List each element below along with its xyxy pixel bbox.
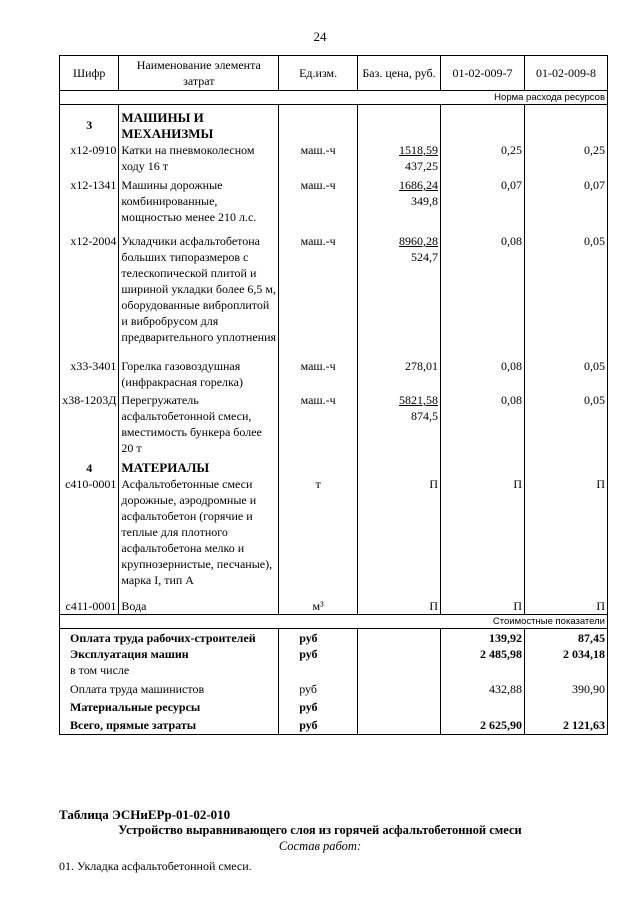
item-value-col2: П: [524, 588, 607, 615]
item-value-col2: П: [524, 476, 607, 588]
cost-row: [60, 697, 608, 715]
item-price: 1686,24: [399, 178, 438, 192]
section-number: 4: [86, 461, 93, 475]
item-code: x12-0910: [60, 142, 119, 174]
header-unit: Ед.изм.: [279, 56, 358, 91]
cost-value-col1: 2 485,98: [441, 646, 525, 662]
table-row: [60, 345, 608, 390]
cost-label: Материальные ресурсы: [60, 697, 279, 715]
cost-row: [60, 646, 608, 662]
item-price-secondary: 349,8: [411, 194, 438, 208]
header-name: Наименование элемента затрат: [119, 56, 279, 91]
table-row: [60, 476, 608, 588]
cost-value-col2: 2 034,18: [524, 646, 607, 662]
item-price-secondary: 437,25: [405, 159, 438, 173]
item-value-col1: 0,08: [441, 225, 525, 345]
cost-value-col2: 2 121,63: [524, 715, 607, 735]
table-row: [60, 588, 608, 615]
table-row: [60, 225, 608, 345]
section-title: МАШИНЫ И МЕХАНИЗМЫ: [121, 110, 214, 141]
item-code: x12-2004: [60, 225, 119, 345]
cost-row: [60, 662, 608, 678]
header-col1: 01-02-009-7: [441, 56, 525, 91]
item-unit: м³: [279, 588, 358, 615]
table-row: [60, 174, 608, 225]
cost-row: [60, 715, 608, 735]
section-row: [60, 456, 608, 476]
item-name: Вода: [119, 588, 279, 615]
item-value-col2: 0,07: [524, 174, 607, 225]
item-code: c410-0001: [60, 476, 119, 588]
item-unit: маш.-ч: [279, 345, 358, 390]
cost-label: Оплата труда рабочих-строителей: [60, 629, 279, 647]
item-name: Асфальтобетонные смеси дорожные, аэродромные и асфальтобетон (горячие и теплые для плотного асфальтобетона мелко и крупнозернистые, песчаные), марка I, тип А: [119, 476, 279, 588]
item-value-col2: 0,25: [524, 142, 607, 174]
cost-row: [60, 629, 608, 647]
cost-value-col2: 87,45: [524, 629, 607, 647]
item-price: 8960,28: [399, 234, 438, 248]
item-code: x38-1203Д: [60, 390, 119, 456]
item-value-col1: П: [441, 476, 525, 588]
header-col2: 01-02-009-8: [524, 56, 607, 91]
cost-label: Оплата труда машинистов: [60, 678, 279, 697]
item-value-col2: 0,05: [524, 225, 607, 345]
cost-label: Всего, прямые затраты: [60, 715, 279, 735]
item-name: Горелка газовоздушная (инфракрасная горелка): [119, 345, 279, 390]
item-price: 278,01: [358, 345, 441, 390]
cost-unit: руб: [279, 629, 358, 647]
item-unit: маш.-ч: [279, 390, 358, 456]
cost-note: Стоимостные показатели: [60, 615, 608, 629]
cost-value-col1: 432,88: [441, 678, 525, 697]
section-row: [60, 105, 608, 143]
item-value-col1: 0,07: [441, 174, 525, 225]
table-row: [60, 142, 608, 174]
item-value-col2: 0,05: [524, 345, 607, 390]
section-title: МАТЕРИАЛЫ: [121, 460, 210, 475]
resource-table: [59, 55, 608, 735]
cost-note-row: [60, 615, 608, 629]
cost-value-col1: 2 625,90: [441, 715, 525, 735]
item-code: x12-1341: [60, 174, 119, 225]
item-price-secondary: 874,5: [411, 409, 438, 423]
cost-label: в том числе: [60, 662, 279, 678]
item-unit: маш.-ч: [279, 142, 358, 174]
item-value-col1: П: [441, 588, 525, 615]
cost-unit: руб: [279, 715, 358, 735]
item-price: 1518,59: [399, 143, 438, 157]
item-value-col2: 0,05: [524, 390, 607, 456]
item-price-secondary: 524,7: [411, 250, 438, 264]
next-table-work-item: 01. Укладка асфальтобетонной смеси.: [59, 859, 252, 873]
cost-unit: руб: [279, 678, 358, 697]
item-value-col1: 0,25: [441, 142, 525, 174]
item-price: П: [358, 588, 441, 615]
table-header-row: [60, 56, 608, 91]
item-value-col1: 0,08: [441, 345, 525, 390]
item-unit: маш.-ч: [279, 174, 358, 225]
cost-unit: руб: [279, 697, 358, 715]
item-name: Катки на пневмоколесном ходу 16 т: [119, 142, 279, 174]
header-code: Шифр: [60, 56, 119, 91]
item-name: Перегружатель асфальтобетонной смеси, вместимость бункера более 20 т: [119, 390, 279, 456]
item-name: Машины дорожные комбинированные, мощностью менее 210 л.с.: [119, 174, 279, 225]
next-table-composition: Состав работ:: [278, 839, 362, 853]
item-unit: т: [279, 476, 358, 588]
section-number: 3: [86, 118, 93, 132]
item-name: Укладчики асфальтобетона больших типоразмеров с телескопической плитой и шириной укладки более 6,5 м, оборудованные виброплитой и вибробрусом для предварительного уплотнения: [119, 225, 279, 345]
cost-unit: руб: [279, 646, 358, 662]
cost-row: [60, 678, 608, 697]
table-row: [60, 390, 608, 456]
cost-label: Эксплуатация машин: [60, 646, 279, 662]
next-table-title: Таблица ЭСНиЕРр-01-02-010: [59, 807, 231, 822]
item-code: c411-0001: [60, 588, 119, 615]
item-value-col1: 0,08: [441, 390, 525, 456]
cost-value-col1: 139,92: [441, 629, 525, 647]
item-unit: маш.-ч: [279, 225, 358, 345]
norm-note-row: [60, 91, 608, 105]
next-table-subtitle: Устройство выравнивающего слоя из горячей асфальтобетонной смеси: [118, 823, 522, 837]
item-price: П: [358, 476, 441, 588]
page-number: 24: [313, 29, 327, 44]
item-code: x33-3401: [60, 345, 119, 390]
cost-value-col2: 390,90: [524, 678, 607, 697]
item-price: 5821,58: [399, 393, 438, 407]
norm-note: Норма расхода ресурсов: [60, 91, 608, 105]
header-price: Баз. цена, руб.: [358, 56, 441, 91]
